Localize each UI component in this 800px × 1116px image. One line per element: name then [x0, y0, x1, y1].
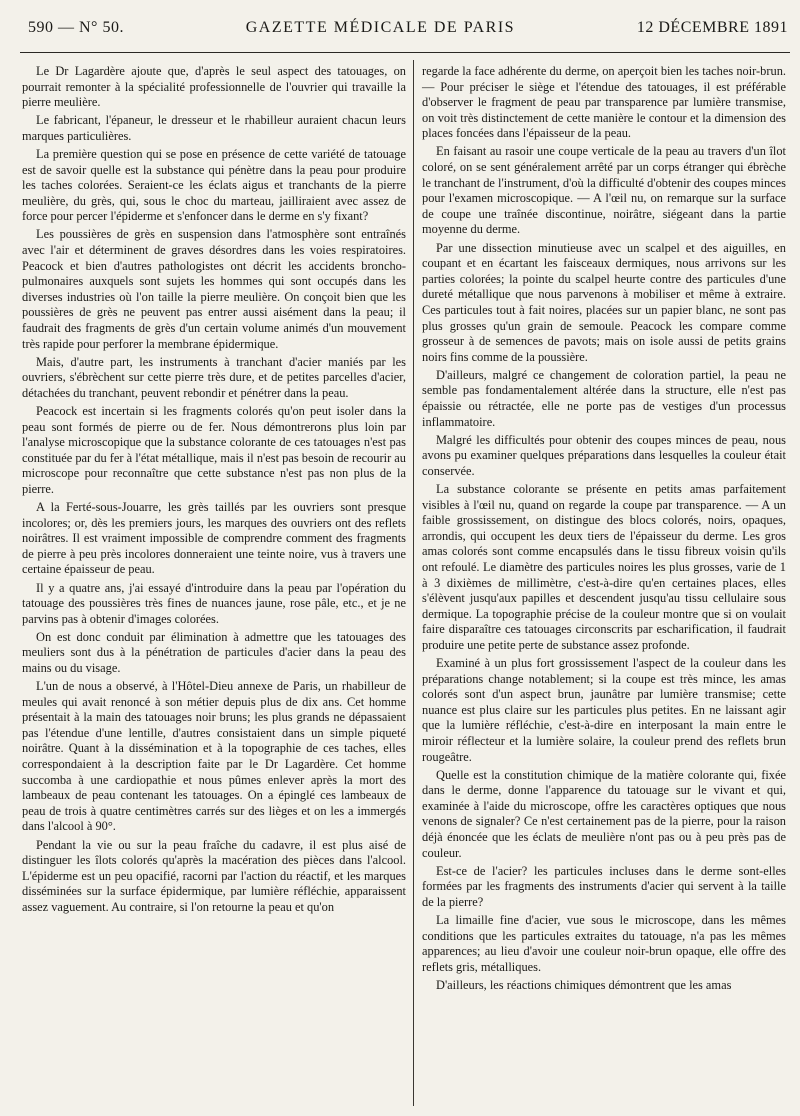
paragraph: Les poussières de grès en suspension dans l'atmosphère sont entraînés avec l'air et déterminent de graves désordres dans les voies respiratoires. Peacock et bien d'autres pathologistes ont décrit les accidents broncho-pulmonaires auxquels sont sujets les hommes qui sont occupés dans les diverses industries où l'on taille la pierre meulière. On conçoit bien que les poussières de grès ne peuvent pas entrer aussi aisément dans la peau; il faudrait des fragments de grès d'un certain volume animés d'un mouvement très rapide pour perforer la membrane épidermique. [22, 227, 406, 351]
paragraph: La limaille fine d'acier, vue sous le microscope, dans les mêmes conditions que les particules extraites du tatouage, n'a pas les mêmes apparences; au lieu d'avoir une couleur noir-brun opaque, elle offre des reflets gris, métalliques. [422, 912, 786, 974]
header-rule [20, 52, 790, 53]
page-number: 590 — N° 50. [28, 19, 124, 36]
paragraph: D'ailleurs, malgré ce changement de coloration partiel, la peau ne semble pas fondamentalement altérée dans la structure, elle n'est pas épaissie ou rétractée, elle ne porte pas de vestiges d'un processus inflammatoire. [422, 367, 786, 429]
paragraph: La première question qui se pose en présence de cette variété de tatouage est de savoir quelle est la substance qui pénètre dans la peau pour produire les taches colorées. Seraient-ce les éclats aigus et tranchants de la pierre meulière, du grès, qui, sous le choc du marteau, jailliraient avec assez de force pour percer l'épiderme et s'enfoncer dans le derme en s'y fixant? [22, 146, 406, 224]
page-header [28, 8, 788, 48]
paragraph: Le fabricant, l'épaneur, le dresseur et le rhabilleur auraient chacun leurs marques particulières. [22, 113, 406, 143]
issue-date: 12 DÉCEMBRE 1891 [636, 19, 788, 36]
journal-title: GAZETTE MÉDICALE DE PARIS [245, 19, 516, 36]
paragraph: A la Ferté-sous-Jouarre, les grès taillés par les ouvriers sont presque incolores; or, dès les premiers jours, les marques des ouvriers ont des reflets noirâtres. Il est vraiment impossible de comprendre comment des fragments de pierre à peu près incolores donneraient une teinte noire, vus à travers une certaine épaisseur de peau. [22, 500, 406, 577]
paragraph: La substance colorante se présente en petits amas parfaitement visibles à l'œil nu, quand on regarde la coupe par transparence. — A un faible grossissement, on distingue des blocs colorés, noirs, opaques, arrondis, qui occupent les deux tiers de l'épaisseur du derme. Les gros amas colorés sont comme encapsulés dans le tissu fibreux voisin qu'ils ont refoulé. Le diamètre des particules noires les plus grosses, varie de 1 à 3 dixièmes de millimètre, c'est-à-dire qu'en certaines places, elles s'élèvent jusqu'aux papilles et descendent jusqu'au tissu cellulaire sous dermique. La topographie précise de la couleur montre que si on voulait faire disparaître ces tatouages circonscrits par escharification, il faudrait produire une petite perte de substance assez profonde. [422, 481, 786, 652]
paragraph: Par une dissection minutieuse avec un scalpel et des aiguilles, en coupant et en écartant les faisceaux dermiques, nous arrivons sur les parties colorées; la pointe du scalpel heurte contre des particules d'une dureté métallique que nous parvenons à mobiliser et même à extraire. Ces particules tout à fait noires, placées sur un papier blanc, ne sont pas plus grosses qu'un grain de semoule. Peacock les compare comme grosseur à de semences de pavots; mais on isole aussi de petits grains noirs fins comme de la poussière. [422, 240, 786, 364]
paragraph: En faisant au rasoir une coupe verticale de la peau au travers d'un îlot coloré, on se sent généralement arrêté par un corps étranger qui ébrèche le tranchant de l'instrument, d'où la difficulté d'obtenir des coupes minces pour l'examen microscopique. — A l'œil nu, on remarque sur la surface de coupe une traînée discontinue, noirâtre, siégeant dans la partie moyenne du derme. [422, 144, 786, 237]
paragraph: Peacock est incertain si les fragments colorés qu'on peut isoler dans la peau sont formés de pierre ou de fer. Nous démontrerons plus loin par l'analyse microscopique que la substance colorante de ces tatouages n'est pas constituée par du fer à l'état métallique, mais il n'est pas besoin de recourir au microscope pour reconnaître que cette substance n'est pas non plus de la pierre. [22, 403, 406, 496]
paragraph: D'ailleurs, les réactions chimiques démontrent que les amas [436, 977, 732, 992]
paragraph: Malgré les difficultés pour obtenir des coupes minces de peau, nous avons pu examiner quelques préparations dans lesquelles la couleur était conservée. [422, 432, 786, 478]
paragraph: Pendant la vie ou sur la peau fraîche du cadavre, il est plus aisé de distinguer les îlots colorés qu'après la macération des pièces dans l'alcool. L'épiderme est un peu opacifié, racorni par l'action du réactif, et les marques disséminées sur la surface épidermique, par lumière réfléchie, apparaissent assez vaguement. Au contraire, si l'on retourne la peau et qu'on [22, 837, 406, 914]
paragraph: Il y a quatre ans, j'ai essayé d'introduire dans la peau par l'opération du tatouage des poussières très fines de nuances jaune, rose pâle, etc., et je ne parvins pas à obtenir d'images colorées. [22, 580, 406, 626]
right-column [418, 64, 786, 1104]
paragraph: Quelle est la constitution chimique de la matière colorante qui, fixée dans le derme, donne l'apparence du tatouage sur le vivant et qui, examinée à l'aide du microscope, offre les caractères optiques que nous venons de signaler? Ce n'est certainement pas de la pierre, pour la raison déjà énoncée que les éclats de meulière n'ont pas ou à peu près pas de couleur. [422, 767, 786, 860]
paragraph: Est-ce de l'acier? les particules incluses dans le derme sont-elles formées par les fragments des instruments d'acier qui servent à la taille de la pierre? [422, 863, 786, 909]
paragraph: Mais, d'autre part, les instruments à tranchant d'acier maniés par les ouvriers, s'ébrèchent sur cette pierre très dure, et de petites parcelles d'acier, détachées du tranchant, peuvent rebondir et pénétrer dans la peau. [22, 354, 406, 400]
left-column [22, 64, 412, 1104]
paragraph: Le Dr Lagardère ajoute que, d'après le seul aspect des tatouages, on pourrait remonter à la spécialité professionnelle de l'ouvrier qui travaille la pierre meulière. [22, 64, 406, 110]
paragraph-continuation: regarde la face adhérente du derme, on aperçoit bien les taches noir-brun. — Pour préciser le siège et l'étendue des tatouages, il est préférable d'observer le fragment de peau par transparence par lumière transmise, on voit très distinctement de cette manière le contour et la dimension des places foncées dans l'épaisseur de la peau. [422, 64, 786, 141]
paragraph: L'un de nous a observé, à l'Hôtel-Dieu annexe de Paris, un rhabilleur de meules qui avait renoncé à son métier depuis plus de dix ans. Cet homme présentait à la main des tatouages noir bruns; les plus grands ne dépassaient pas l'étendue d'une lentille, d'autres consistaient dans un simple piqueté noirâtre. Quant à la dissémination et à la topographie de ces taches, elles correspondaient à la description faite par le Dr Lagardère. Cet homme succomba à une cardiopathie et nous pûmes enlever après la mort des lambeaux de peau contenant les tatouages. On a épinglé ces lambeaux de peau de trois à quatre centimètres carrés sur des lièges et on les a immergés dans l'alcool à 90°. [22, 679, 406, 834]
paragraph: On est donc conduit par élimination à admettre que les tatouages des meuliers sont dus à la pénétration de particules d'acier dans la peau des mains ou du visage. [22, 629, 406, 675]
column-divider [413, 60, 414, 1106]
paragraph: Examiné à un plus fort grossissement l'aspect de la couleur dans les préparations change notablement; si la coupe est très mince, les amas colorés sont d'un aspect brun, jaunâtre par lumière transmise; cette nuance est plus claire sur les particules plus petites. En ne laissant agir que la lumière réfléchie, c'est-à-dire en interposant la main entre le miroir réflecteur et la lumière solaire, la couleur prend des reflets brun rougeâtre. [422, 655, 786, 764]
